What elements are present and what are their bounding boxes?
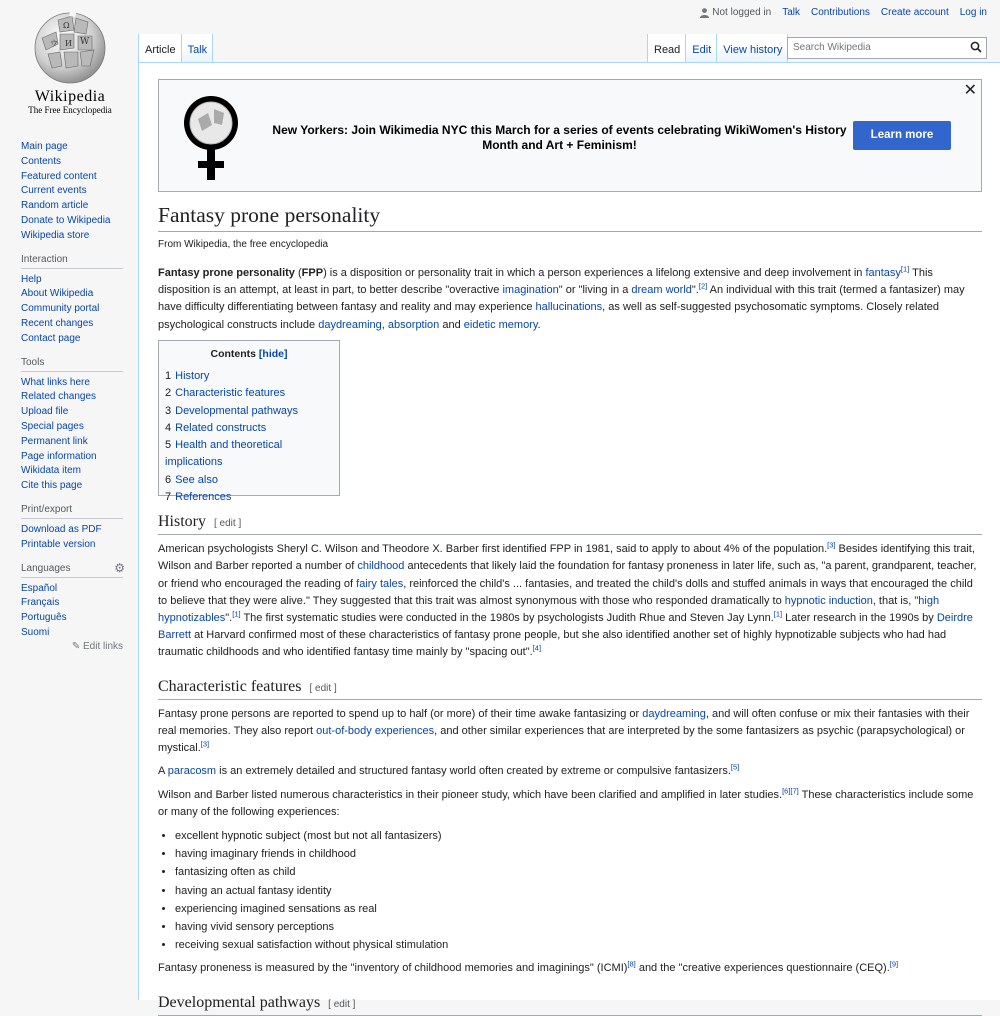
sidebar-item-permanent-link[interactable]: Permanent link — [21, 435, 88, 447]
section-heading-developmental-pathways: Developmental pathways [ edit ] — [158, 994, 982, 1016]
link-fairy-tales[interactable]: fairy tales — [356, 577, 404, 590]
page-title: Fantasy prone personality — [158, 203, 982, 232]
features-paragraph-2: A paracosm is an extremely detailed and structured fantasy world often created by extreme or compulsive fantasizers.[5] — [158, 762, 740, 778]
history-paragraph: American psychologists Sheryl C. Wilson and Theodore X. Barber first identified FPP in 1981, said to apply to about 4% of the population.[3] Besides identifying this trait, Wilson and Barber reported a number of childhood antecedents that likely laid the foundation for fantasy proneness in later life, such as, "a parent, grandparent, teacher, or friend who encouraged the reading of fairy tales, reinforced the child's ... fantasies, and treated the child's dolls and stuffed animals in ways that encouraged the child to believe that they were alive." They suggested that this trait was almost synonymous with those who responded dramatically to hypnotic induction, that is, "high hypnotizables".[1] The first systematic studies were conducted in the 1980s by psychologists Judith Rhue and Steven Jay Lynn.[1] Later research in the 1990s by Deirdre Barrett at Harvard confirmed most of these characteristics of fantasy prone people, but she also identified another set of highly hypnotizable subjects who had had traumatic childhoods and who identified fantasy time mainly by "spacing out".[4] — [158, 540, 977, 659]
sidebar-item-current-events[interactable]: Current events — [21, 185, 87, 197]
svg-text:Ω: Ω — [63, 21, 70, 30]
namespace-tabs — [138, 34, 213, 62]
sidebar-item-help[interactable]: Help — [21, 273, 42, 285]
sidebar-item-about[interactable]: About Wikipedia — [21, 288, 94, 300]
svg-text:И: И — [65, 39, 72, 48]
link-fantasy[interactable]: fantasy — [865, 267, 901, 279]
sidebar-item-cite-this-page[interactable]: Cite this page — [21, 480, 83, 492]
list-item: • having vivid sensory perceptions — [175, 918, 982, 936]
toc-item[interactable]: 1 History — [165, 370, 210, 382]
edit-section-link[interactable]: [ edit ] — [309, 682, 337, 694]
sidebar-heading-languages — [21, 560, 125, 578]
edit-section-link[interactable]: [ edit ] — [214, 518, 242, 529]
article-intro — [158, 265, 982, 340]
features-paragraph-4: Fantasy proneness is measured by the "inventory of childhood memories and imaginings" (ICMI)[8] and the "creative experiences questionnaire (CEQ).[9] — [158, 959, 899, 975]
list-item: • receiving sexual satisfaction without physical stimulation — [175, 936, 982, 954]
logo-wordmark: Wikipedia — [34, 88, 106, 105]
list-item: • fantasizing often as child — [175, 863, 982, 881]
intro-paragraph: Fantasy prone personality (FPP) is a disposition or personality trait in which a person experiences a lifelong extensive and deep involvement in fantasy[1] This disposition is an attempt, at least in part, to better describe "overactive imagination" or "living in a dream world".[2] An individual with this trait (termed a fantasizer) may have difficulty differentiating between fantasy and reality and may experience hallucinations, as well as self-suggested psychosomatic symptoms. Closely related psychological constructs include daydreaming, absorption and eidetic memory. — [158, 264, 965, 331]
link-absorption[interactable]: absorption — [387, 318, 440, 331]
edit-links-label: Edit links — [82, 640, 123, 652]
gear-icon[interactable]: ⚙ — [114, 560, 125, 575]
ref[interactable]: [4] — [532, 643, 542, 653]
svg-text:W: W — [80, 37, 90, 47]
link-daydreaming[interactable]: daydreaming — [642, 707, 706, 720]
edit-links[interactable] — [21, 641, 123, 652]
sidebar-item-page-information[interactable]: Page information — [21, 450, 97, 462]
search-placeholder: Search Wikipedia — [793, 42, 871, 53]
edit-section-link[interactable]: [ edit ] — [328, 998, 356, 1010]
toc-item[interactable]: 4 Related constructs — [165, 421, 267, 434]
sidebar-item-printable-version[interactable]: Printable version — [21, 538, 96, 550]
section-heading-characteristic-features: Characteristic features [ edit ] — [158, 678, 982, 700]
sidebar-navigation — [0, 140, 138, 244]
sidebar — [0, 140, 138, 662]
link-imagination[interactable]: imagination — [502, 284, 559, 297]
toc-item[interactable]: 2 Characteristic features — [165, 387, 286, 400]
sidebar-item-what-links-here[interactable]: What links here — [21, 376, 90, 388]
ref[interactable]: [1] — [232, 609, 241, 619]
sidebar-print-export — [0, 504, 138, 553]
article-sections — [158, 513, 982, 1016]
globe-icon — [28, 8, 112, 84]
learn-more-button[interactable]: Learn more — [853, 121, 951, 150]
sidebar-item-main-page[interactable]: Main page — [21, 141, 68, 152]
characteristics-list — [158, 827, 982, 954]
create-account-link[interactable]: Create account — [880, 7, 949, 18]
ref[interactable]: [2] — [698, 281, 708, 291]
tab-view-history[interactable]: View history — [717, 34, 788, 62]
list-item: • having imaginary friends in childhood — [175, 845, 982, 863]
sidebar-item-contact-page[interactable]: Contact page — [21, 332, 81, 344]
link-hypnotic-induction[interactable]: hypnotic induction — [784, 594, 873, 607]
sidebar-item-download-pdf[interactable]: Download as PDF — [21, 523, 102, 535]
not-logged-in-label: Not logged in — [712, 7, 772, 18]
list-item: • excellent hypnotic subject (most but not all fantasizers) — [175, 827, 982, 845]
sidebar-item-recent-changes[interactable]: Recent changes — [21, 317, 94, 329]
wikipedia-logo[interactable] — [18, 8, 122, 124]
list-item: • having an actual fantasy identity — [175, 882, 982, 900]
sidebar-item-lang-fr[interactable]: Français — [21, 597, 60, 609]
sidebar-languages — [0, 560, 138, 652]
toc-hide-link[interactable]: [hide] — [258, 348, 288, 360]
contributions-link[interactable]: Contributions — [811, 7, 870, 18]
logo-tagline: The Free Encyclopedia — [28, 105, 112, 115]
log-in-link[interactable]: Log in — [959, 7, 987, 18]
venus-symbol-icon — [178, 91, 244, 183]
sidebar-item-related-changes[interactable]: Related changes — [21, 391, 97, 403]
sidebar-item-upload-file[interactable]: Upload file — [21, 406, 69, 418]
ref[interactable]: [1] — [773, 609, 783, 619]
link-high-hypnotizables[interactable]: high hypnotizables — [158, 594, 940, 625]
personal-tools — [700, 7, 987, 18]
link-hallucinations[interactable]: hallucinations — [535, 301, 603, 314]
sidebar-item-lang-fi[interactable]: Suomi — [21, 626, 50, 638]
link-daydreaming[interactable]: daydreaming — [318, 318, 382, 331]
search-icon[interactable] — [970, 41, 982, 53]
ref[interactable]: [6] — [782, 785, 791, 795]
toc-title — [165, 348, 333, 360]
sidebar-item-random-article[interactable]: Random article — [21, 200, 89, 212]
tab-article[interactable]: Article — [139, 34, 182, 62]
sidebar-item-lang-pt[interactable]: Português — [21, 612, 67, 624]
sidebar-item-lang-es[interactable]: Español — [21, 582, 58, 594]
section-heading-history: History [ edit ] — [158, 513, 982, 535]
ref[interactable]: [1] — [900, 264, 910, 274]
ref[interactable]: [9] — [889, 959, 899, 969]
languages-label: Languages — [21, 562, 71, 574]
toc-title-label: Contents — [210, 348, 256, 360]
ref[interactable]: [3] — [200, 739, 210, 749]
sidebar-heading-print-export: Print/export — [21, 504, 123, 519]
bold-abbrev: FPP — [301, 267, 324, 279]
tab-edit[interactable]: Edit — [686, 34, 717, 62]
user-icon — [700, 8, 709, 18]
link-out-of-body[interactable]: out-of-body experiences — [316, 725, 435, 738]
toc-item[interactable]: 3 Developmental pathways — [165, 404, 299, 417]
search-input[interactable] — [787, 37, 987, 59]
sidebar-item-contents[interactable]: Contents — [21, 155, 62, 167]
sidebar-interaction — [0, 254, 138, 347]
tab-read[interactable]: Read — [648, 34, 686, 62]
link-dream-world[interactable]: dream world — [631, 284, 692, 297]
sidebar-item-community-portal[interactable]: Community portal — [21, 303, 100, 315]
sidebar-item-special-pages[interactable]: Special pages — [21, 420, 84, 432]
svg-text:ウ: ウ — [50, 39, 58, 48]
link-childhood[interactable]: childhood — [357, 560, 405, 573]
list-item: • experiencing imagined sensations as real — [175, 900, 982, 918]
tab-talk[interactable]: Talk — [182, 34, 214, 62]
link-deirdre-barrett[interactable]: Deirdre Barrett — [158, 612, 973, 642]
sidebar-tools — [0, 357, 138, 494]
not-logged-in — [700, 7, 771, 18]
ref[interactable]: [3] — [827, 540, 836, 550]
sidebar-item-wikidata-item[interactable]: Wikidata item — [21, 465, 82, 477]
ref[interactable]: [8] — [627, 959, 636, 969]
sidebar-item-donate[interactable]: Donate to Wikipedia — [21, 214, 111, 226]
banner-message: New Yorkers: Join Wikimedia NYC this March for a series of events celebrating WikiWomen's History Month and Art + Feminism! — [272, 123, 847, 152]
view-tabs — [647, 34, 788, 62]
close-icon[interactable]: ✕ — [963, 82, 977, 99]
toc-item[interactable]: 6 See also — [165, 473, 218, 486]
link-paracosm[interactable]: paracosm — [167, 765, 217, 778]
ref[interactable]: [5] — [730, 762, 740, 772]
sidebar-heading-interaction: Interaction — [21, 254, 123, 269]
table-of-contents — [158, 340, 340, 504]
site-subtitle: From Wikipedia, the free encyclopedia — [158, 239, 329, 250]
sidebar-item-featured-content[interactable]: Featured content — [21, 170, 97, 182]
features-paragraph-1: Fantasy prone persons are reported to spend up to half (or more) of their time awake fantasizing or daydreaming, and will often confuse or mix their fantasies with their real memories. They also report out-of-body experiences, and other similar experiences that are interpreted by the some fantasizers as psychic (parapsychological) or mystical.[3] — [158, 707, 970, 755]
features-paragraph-3: Wilson and Barber listed numerous characteristics in their pioneer study, which have been clarified and amplified in later studies.[6][7] These characteristics include some or many of the following experiences: — [158, 785, 974, 818]
ref[interactable]: [7] — [790, 785, 799, 795]
content-area — [138, 62, 1000, 1011]
talk-link[interactable]: Talk — [782, 7, 800, 18]
sidebar-item-store[interactable]: Wikipedia store — [21, 229, 90, 241]
bold-term: Fantasy prone personality — [158, 267, 295, 279]
pencil-icon: ✎ — [71, 640, 81, 652]
toc-item[interactable]: 5 Health and theoretical implications — [165, 439, 283, 469]
central-notice-banner — [158, 79, 982, 192]
sidebar-heading-tools: Tools — [21, 357, 123, 372]
link-eidetic-memory[interactable]: eidetic memory — [463, 318, 538, 331]
toc-item[interactable]: 7 References — [165, 491, 232, 504]
